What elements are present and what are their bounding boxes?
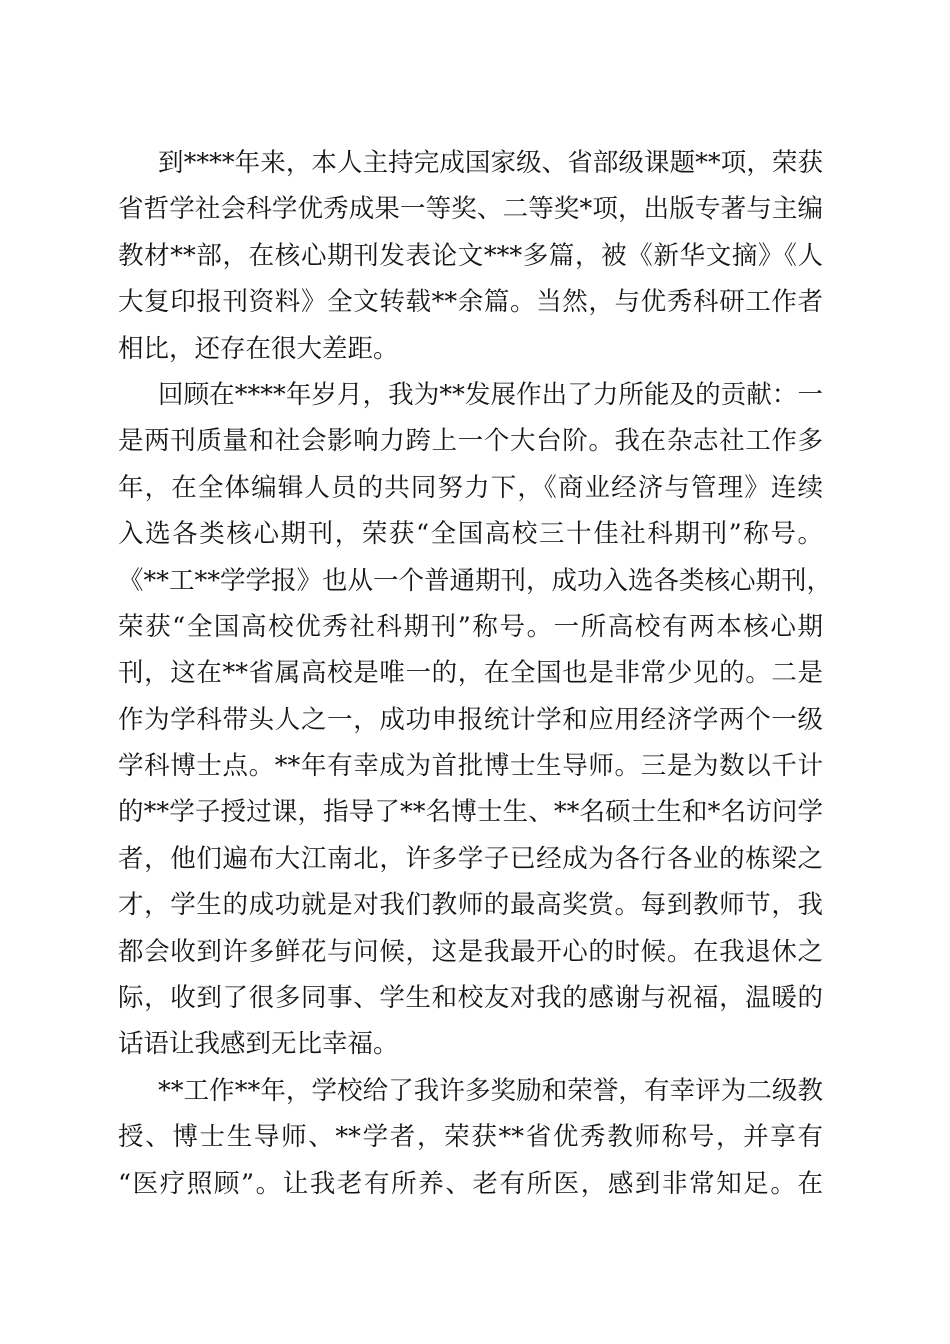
- text-line: 作为学科带头人之一，成功申报统计学和应用经济学两个一级: [118, 704, 823, 735]
- text-line: 相比，还存在很大差距。: [118, 333, 399, 364]
- text-line: 都会收到许多鲜花与问候，这是我最开心的时候。在我退休之: [118, 936, 823, 967]
- text-line: 省哲学社会科学优秀成果一等奖、二等奖*项，出版专著与主编: [118, 194, 823, 225]
- text-line: 到****年来，本人主持完成国家级、省部级课题**项，荣获: [158, 148, 823, 178]
- text-line: 大复印报刊资料》全文转载**余篇。当然，与优秀科研工作者: [118, 287, 823, 318]
- text-line: 话语让我感到无比幸福。: [118, 1029, 399, 1060]
- text-line: “医疗照顾”。让我老有所养、老有所医，感到非常知足。在: [118, 1168, 823, 1199]
- text-line: 年，在全体编辑人员的共同努力下，《商业经济与管理》连续: [118, 472, 823, 503]
- paragraph-honors: [118, 1068, 823, 1207]
- text-line: 刊，这在**省属高校是唯一的，在全国也是非常少见的。二是: [118, 658, 823, 689]
- text-line: 入选各类核心期刊，荣获“全国高校三十佳社科期刊”称号。: [118, 519, 823, 550]
- text-line: 回顾在****年岁月，我为**发展作出了力所能及的贡献：一: [158, 379, 823, 410]
- document-body: [118, 140, 833, 1207]
- text-line: 是两刊质量和社会影响力跨上一个大台阶。我在杂志社工作多: [118, 426, 823, 457]
- text-line: **工作**年，学校给了我许多奖励和荣誉，有幸评为二级教: [158, 1075, 823, 1106]
- paragraph-contributions: [118, 372, 833, 1068]
- text-line: 际，收到了很多同事、学生和校友对我的感谢与祝福，温暖的: [118, 983, 823, 1014]
- text-line: 荣获“全国高校优秀社科期刊”称号。一所高校有两本核心期: [118, 611, 823, 642]
- text-line: 学科博士点。**年有幸成为首批博士生导师。三是为数以千计: [118, 751, 823, 782]
- paragraph-research-achievements: [118, 140, 823, 372]
- text-line: 的**学子授过课，指导了**名博士生、**名硕士生和*名访问学: [118, 797, 823, 828]
- text-line: 《**工**学学报》也从一个普通期刊，成功入选各类核心期刊，: [118, 565, 833, 596]
- text-line: 者，他们遍布大江南北，许多学子已经成为各行各业的栋梁之: [118, 843, 823, 874]
- text-line: 授、博士生导师、**学者，荣获**省优秀教师称号，并享有: [118, 1122, 823, 1153]
- text-line: 教材**部，在核心期刊发表论文***多篇，被《新华文摘》《人: [118, 240, 823, 271]
- text-line: 才，学生的成功就是对我们教师的最高奖赏。每到教师节，我: [118, 890, 823, 921]
